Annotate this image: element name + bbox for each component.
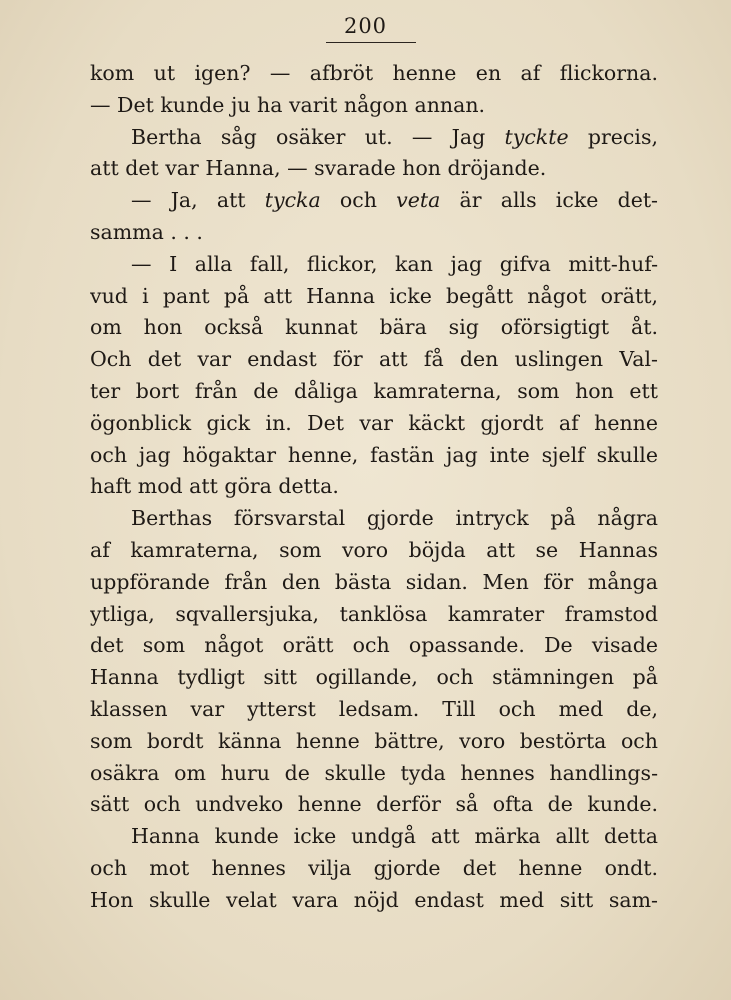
text-segment: att det var Hanna, — svarade hon dröjande.	[90, 156, 547, 181]
text-line	[90, 408, 658, 440]
text-segment: Hanna kunde icke undgå att märka allt detta	[90, 824, 658, 849]
text-segment: och jag högaktar henne, fastän jag inte sjelf skulle	[90, 442, 658, 467]
text-segment: precis,	[568, 124, 658, 149]
text-line	[90, 853, 658, 885]
text-segment: ytliga, sqvallersjuka, tanklösa kamrater framstod	[90, 601, 658, 626]
text-line	[90, 726, 658, 758]
italic-word: veta	[396, 188, 441, 213]
text-line	[90, 122, 658, 154]
text-segment: är alls icke det-	[440, 188, 658, 213]
text-segment: sätt och undveko henne derför så ofta de kunde.	[90, 792, 658, 817]
text-segment: ter bort från de dåliga kamraterna, som hon ett	[90, 378, 658, 403]
text-line	[90, 376, 658, 408]
text-line	[90, 885, 658, 917]
text-segment: uppförande från den bästa sidan. Men för många	[90, 569, 658, 594]
text-line	[90, 503, 658, 535]
text-segment: haft mod att göra detta.	[90, 474, 339, 499]
text-segment: — Ja, att	[90, 188, 265, 213]
text-line	[90, 789, 658, 821]
header-rule	[326, 42, 416, 43]
text-segment: som bordt känna henne bättre, voro bestörta och	[90, 728, 658, 753]
text-line	[90, 281, 658, 313]
text-line	[90, 471, 658, 503]
text-line	[90, 599, 658, 631]
text-line	[90, 153, 658, 185]
italic-word: tyckte	[504, 124, 569, 149]
text-segment: kom ut igen? — afbröt henne en af flickorna.	[90, 61, 658, 85]
text-segment: samma . . .	[90, 219, 203, 244]
text-line	[90, 312, 658, 344]
text-segment: om hon också kunnat bära sig oförsigtigt åt.	[90, 315, 658, 340]
text-segment: — Det kunde ju ha varit någon annan.	[90, 92, 486, 117]
text-segment: Bertha såg osäker ut. — Jag	[90, 124, 505, 149]
text-line	[90, 535, 658, 567]
text-segment: Hanna tydligt sitt ogillande, och stämningen på	[90, 665, 658, 690]
text-segment: vud i pant på att Hanna icke begått något orätt,	[90, 283, 658, 308]
text-segment: Berthas försvarstal gjorde intryck på några	[90, 506, 658, 531]
text-line	[90, 694, 658, 726]
text-segment: af kamraterna, som voro böjda att se Hannas	[90, 537, 658, 562]
text-segment: — I alla fall, flickor, kan jag gifva mitt-huf-	[90, 251, 658, 276]
text-segment: klassen var ytterst ledsam. Till och med de,	[90, 696, 658, 721]
italic-word: tycka	[264, 188, 321, 213]
text-line	[90, 185, 658, 217]
text-segment: Hon skulle velat vara nöjd endast med sitt sam-	[90, 887, 658, 912]
text-segment: och mot hennes vilja gjorde det henne ondt.	[90, 855, 658, 880]
text-line	[90, 630, 658, 662]
text-line	[90, 58, 658, 90]
text-line	[90, 440, 658, 472]
text-segment: och	[320, 188, 397, 213]
text-line	[90, 821, 658, 853]
text-line	[90, 217, 658, 249]
text-line	[90, 249, 658, 281]
text-segment: det som något orätt och opassande. De visade	[90, 633, 658, 658]
text-line	[90, 662, 658, 694]
text-segment: ögonblick gick in. Det var käckt gjordt af henne	[90, 410, 658, 435]
text-line	[90, 567, 658, 599]
text-line	[90, 344, 658, 376]
text-line	[90, 90, 658, 122]
text-segment: osäkra om huru de skulle tyda hennes handlings-	[90, 760, 658, 785]
page-number: 200	[343, 14, 388, 38]
text-line	[90, 758, 658, 790]
text-segment: Och det var endast för att få den uslingen Val-	[90, 347, 658, 372]
body-text	[90, 58, 658, 917]
